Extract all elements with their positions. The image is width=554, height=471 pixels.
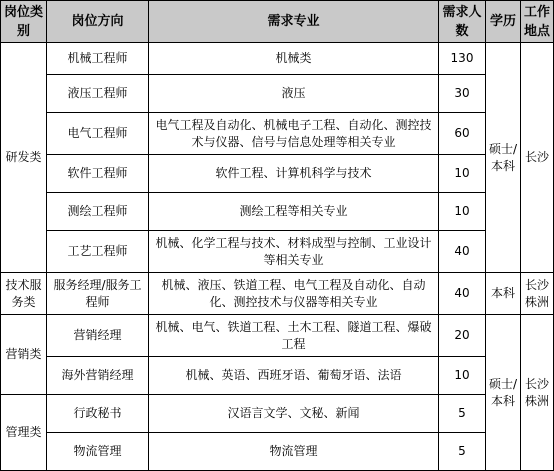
table-row [1, 193, 554, 231]
direction-cell: 行政秘书 [47, 395, 149, 433]
direction-cell: 工艺工程师 [47, 231, 149, 273]
table-row [1, 231, 554, 273]
major-cell: 机械、液压、铁道工程、电气工程及自动化、自动化、测控技术与仪器等相关专业 [149, 273, 439, 315]
location-cell-marketing-admin: 长沙株洲 [521, 315, 554, 471]
table-row [1, 75, 554, 113]
major-cell: 机械类 [149, 43, 439, 75]
count-cell: 130 [439, 43, 486, 75]
table-header-row [1, 1, 554, 43]
category-cell-admin: 管理类 [1, 395, 47, 471]
count-cell: 30 [439, 75, 486, 113]
direction-cell: 电气工程师 [47, 113, 149, 155]
direction-cell: 海外营销经理 [47, 357, 149, 395]
direction-cell: 营销经理 [47, 315, 149, 357]
degree-cell-rd: 硕士/本科 [486, 43, 521, 273]
major-cell: 机械、化学工程与技术、材料成型与控制、工业设计等相关专业 [149, 231, 439, 273]
count-cell: 10 [439, 193, 486, 231]
major-cell: 液压 [149, 75, 439, 113]
table-row [1, 273, 554, 315]
location-cell-tech-service: 长沙株洲 [521, 273, 554, 315]
major-cell: 机械、电气、铁道工程、土木工程、隧道工程、爆破工程 [149, 315, 439, 357]
category-cell-rd: 研发类 [1, 43, 47, 273]
major-cell: 软件工程、计算机科学与技术 [149, 155, 439, 193]
table-row [1, 315, 554, 357]
major-cell: 测绘工程等相关专业 [149, 193, 439, 231]
degree-cell-marketing-admin: 硕士/本科 [486, 315, 521, 471]
location-cell-rd: 长沙 [521, 43, 554, 273]
direction-cell: 测绘工程师 [47, 193, 149, 231]
table-row [1, 155, 554, 193]
direction-cell: 软件工程师 [47, 155, 149, 193]
count-cell: 60 [439, 113, 486, 155]
table-row [1, 43, 554, 75]
count-cell: 10 [439, 155, 486, 193]
count-cell: 5 [439, 433, 486, 471]
header-degree: 学历 [486, 1, 521, 43]
direction-cell: 物流管理 [47, 433, 149, 471]
count-cell: 5 [439, 395, 486, 433]
count-cell: 40 [439, 273, 486, 315]
degree-cell-tech-service: 本科 [486, 273, 521, 315]
header-count: 需求人数 [439, 1, 486, 43]
category-cell-marketing: 营销类 [1, 315, 47, 395]
direction-cell: 液压工程师 [47, 75, 149, 113]
major-cell: 机械、英语、西班牙语、葡萄牙语、法语 [149, 357, 439, 395]
table-row [1, 357, 554, 395]
table-row [1, 433, 554, 471]
table-row [1, 395, 554, 433]
table-row [1, 113, 554, 155]
direction-cell: 服务经理/服务工程师 [47, 273, 149, 315]
major-cell: 汉语言文学、文秘、新闻 [149, 395, 439, 433]
category-cell-tech-service: 技术服务类 [1, 273, 47, 315]
count-cell: 10 [439, 357, 486, 395]
count-cell: 40 [439, 231, 486, 273]
header-location: 工作地点 [521, 1, 554, 43]
header-major: 需求专业 [149, 1, 439, 43]
major-cell: 物流管理 [149, 433, 439, 471]
direction-cell: 机械工程师 [47, 43, 149, 75]
header-direction: 岗位方向 [47, 1, 149, 43]
count-cell: 20 [439, 315, 486, 357]
header-category: 岗位类别 [1, 1, 47, 43]
major-cell: 电气工程及自动化、机械电子工程、自动化、测控技术与仪器、信号与信息处理等相关专业 [149, 113, 439, 155]
